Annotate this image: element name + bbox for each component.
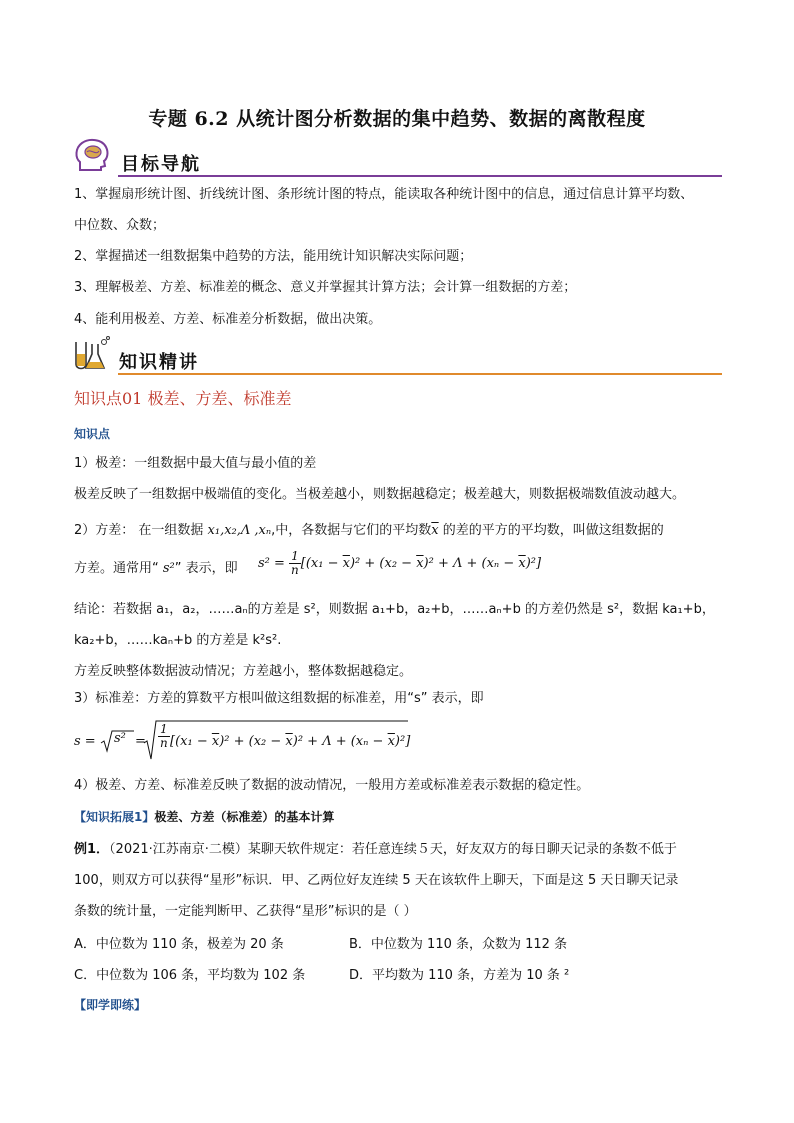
dispersion-summary: 4）极差、方差、标准差反映了数据的波动情况，一般用方差或标准差表示数据的稳定性。 <box>74 778 590 793</box>
variance-def-prefix: 2）方差： 在一组数据 <box>74 523 208 538</box>
range-definition: 1）极差：一组数据中最大值与最小值的差 <box>74 456 317 471</box>
variance-def-mid: ,中，各数据与它们的平均数 <box>271 523 432 538</box>
example-line-1 <box>74 841 734 859</box>
extension-title: 极差、方差（标准差）的基本计算 <box>154 810 335 824</box>
goal-item-1: 1、掌握扇形统计图、折线统计图、条形统计图的特点，能读取各种统计图中的信息，通过信息计算平均数、 <box>74 187 694 202</box>
extension-label: 【知识拓展1】 <box>74 810 155 824</box>
flask-icon <box>70 334 114 374</box>
goal-item-2: 2、掌握描述一组数据集中趋势的方法，能用统计知识解决实际问题； <box>74 249 473 264</box>
variance-conclusion-cont: ka₂+b，……kaₙ+b 的方差是 k²s². <box>74 633 282 648</box>
option-b: B．中位数为 110 条，众数为 112 条 <box>349 937 568 952</box>
mean-symbol: $\overline{x}$ <box>431 523 439 538</box>
section-title-knowledge: 知识精讲 <box>119 352 199 373</box>
std-formula: s = s² = $\frac{1}{n}$ $[(x_1 - \overline{x})^2 + (x_2 - \overline{x})^2 + \Lambda + (x_n - \overline{x})^2]$ <box>74 717 434 761</box>
example-line-2: 100，则双方可以获得“星形”标识．甲、乙两位好友连续 5 天在该软件上聊天，下面是这 5 天日聊天记录 <box>74 873 679 888</box>
section-divider <box>118 175 722 177</box>
variance-conclusion: 结论：若数据 a₁，a₂，……aₙ的方差是 s²，则数据 a₁+b，a₂+b，……aₙ+b 的方差仍然是 s²，数据 ka₁+b， <box>74 602 715 617</box>
goal-item-3: 3、理解极差、方差、标准差的概念、意义并掌握其计算方法；会计算一组数据的方差； <box>74 280 577 295</box>
goal-item-4: 4、能利用极差、方差、标准差分析数据，做出决策。 <box>74 312 382 327</box>
variance-notation-prefix: 方差。通常用“ <box>74 561 159 576</box>
section-divider <box>118 373 722 375</box>
variance-notation-suffix: ” 表示，即 <box>174 561 238 576</box>
example-text-1: （2021·江苏南京·二模）某聊天软件规定：若任意连续５天，好友双方的每日聊天记录的条数不低于 <box>109 842 677 857</box>
option-a: A．中位数为 110 条，极差为 20 条 <box>74 937 284 952</box>
brain-icon <box>72 136 112 176</box>
range-explanation: 极差反映了一组数据中极端值的变化。当极差越小，则数据越稳定；极差越大，则数据极端数值波动越大。 <box>74 487 686 502</box>
extension-heading <box>74 808 734 826</box>
section-title-goals: 目标导航 <box>121 154 201 175</box>
option-c: C．中位数为 106 条，平均数为 102 条 <box>74 968 306 983</box>
variance-symbol: s² <box>158 561 175 576</box>
variance-definition <box>74 522 734 540</box>
variance-def-suffix: 的差的平方的平均数，叫做这组数据的 <box>438 523 664 538</box>
option-d: D．平均数为 110 条，方差为 10 条 ² <box>349 968 570 983</box>
page-title: 专题 6.2 从统计图分析数据的集中趋势、数据的离散程度 <box>148 108 646 130</box>
variance-meaning: 方差反映整体数据波动情况；方差越小，整体数据越稳定。 <box>74 664 413 679</box>
goal-item-1-cont: 中位数、众数； <box>74 218 166 233</box>
example-label: 例1． <box>74 842 110 857</box>
std-definition: 3）标准差：方差的算数平方根叫做这组数据的标准差，用“s” 表示，即 <box>74 691 484 706</box>
knowledge-point-title: 知识点01 极差、方差、标准差 <box>74 389 292 408</box>
practice-label: 【即学即练】 <box>74 998 147 1012</box>
knowledge-label: 知识点 <box>74 427 111 441</box>
example-line-3: 条数的统计量，一定能判断甲、乙获得“星形”标识的是（ ） <box>74 904 417 919</box>
data-list-formula: x₁,x₂,Λ ,xₙ <box>207 523 272 538</box>
variance-formula: s² = $\frac{1}{n}$ $[(x_1 - \overline{x})^2 + (x_2 - \overline{x})^2 + \Lambda + (x_n - \overline{x})^2]$ <box>258 549 542 577</box>
